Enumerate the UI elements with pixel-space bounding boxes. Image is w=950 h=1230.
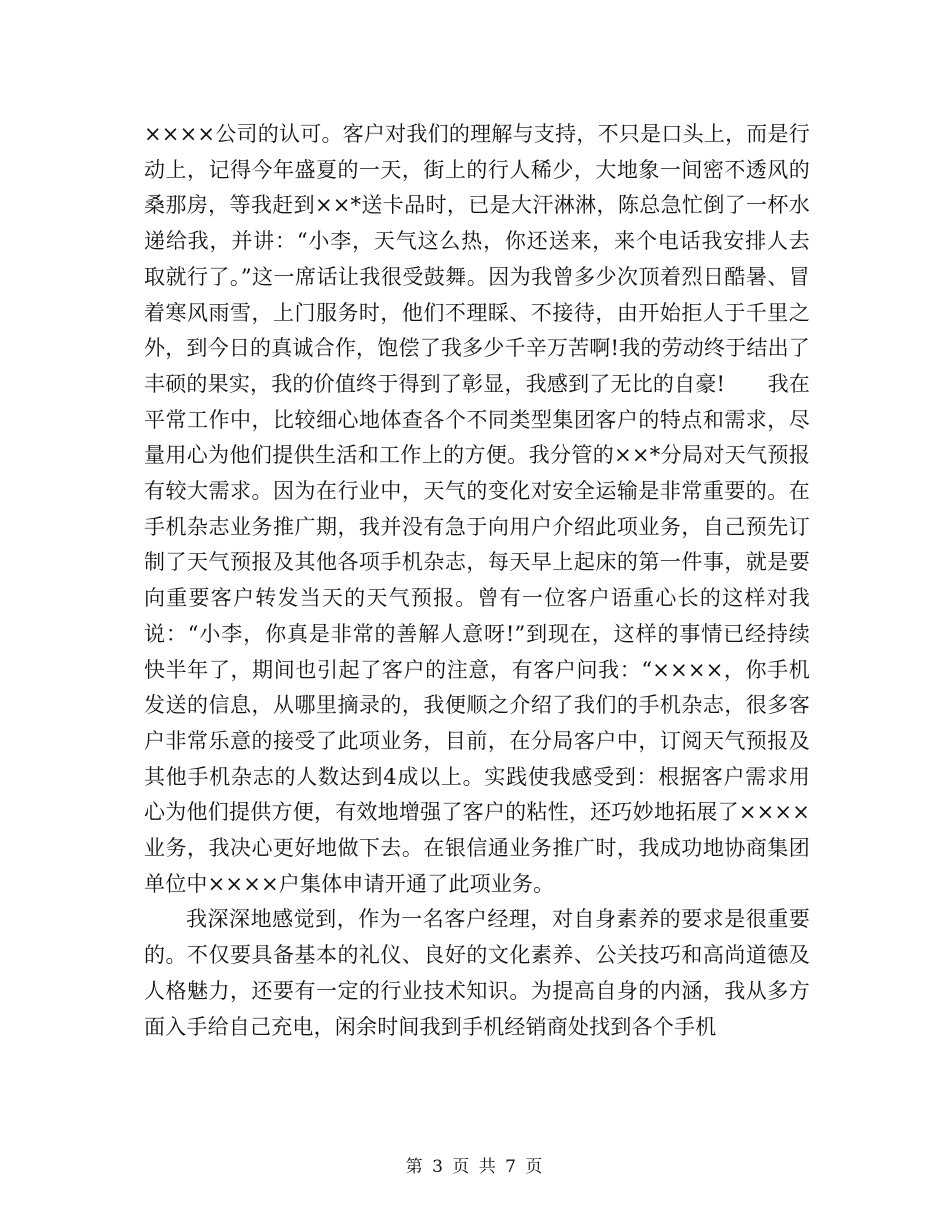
body-text: [144, 117, 810, 1045]
page-footer: 第 3 页 共 7 页: [405, 1157, 545, 1177]
paragraph-1: ××××公司的认可。客户对我们的理解与支持，不只是口头上，而是行动上，记得今年盛夏的一天，街上的行人稀少，大地象一间密不透风的桑那房，等我赶到××*送卡品时，已是大汗淋淋，陈总急忙倒了一杯水递给我，并讲：“小李，天气这么热，你还送来，来个电话我安排人去取就行了。”这一席话让我很受鼓舞。因为我曾多少次顶着烈日酷暑、冒着寒风雨雪，上门服务时，他们不理睬、不接待，由开始拒人于千里之外，到今日的真诚合作，饱偿了我多少千辛万苦啊!我的劳动终于结出了丰硕的果实，我的价值终于得到了彰显，我感到了无比的自豪! 我在平常工作中，比较细心地体查各个不同类型集团客户的特点和需求，尽量用心为他们提供生活和工作上的方便。我分管的××*分局对天气预报有较大需求。因为在行业中，天气的变化对安全运输是非常重要的。在手机杂志业务推广期，我并没有急于向用户介绍此项业务，自己预先订制了天气预报及其他各项手机杂志，每天早上起床的第一件事，就是要向重要客户转发当天的天气预报。曾有一位客户语重心长的这样对我说：“小李，你真是非常的善解人意呀!”到现在，这样的事情已经持续快半年了，期间也引起了客户的注意，有客户问我：“××××，你手机发送的信息，从哪里摘录的，我便顺之介绍了我们的手机杂志，很多客户非常乐意的接受了此项业务，目前，在分局客户中，订阅天气预报及其他手机杂志的人数达到4成以上。实践使我感受到：根据客户需求用心为他们提供方便，有效地增强了客户的粘性，还巧妙地拓展了××××业务，我决心更好地做下去。在银信通业务推广时，我成功地协商集团单位中××××户集体申请开通了此项业务。: [144, 122, 810, 896]
paragraph-2: 我深深地感觉到，作为一名客户经理，对自身素养的要求是很重要的。不仅要具备基本的礼仪、良好的文化素养、公关技巧和高尚道德及人格魅力，还要有一定的行业技术知识。为提高自身的内涵，我从多方面入手给自己充电，闲余时间我到手机经销商处找到各个手机: [144, 907, 810, 1039]
